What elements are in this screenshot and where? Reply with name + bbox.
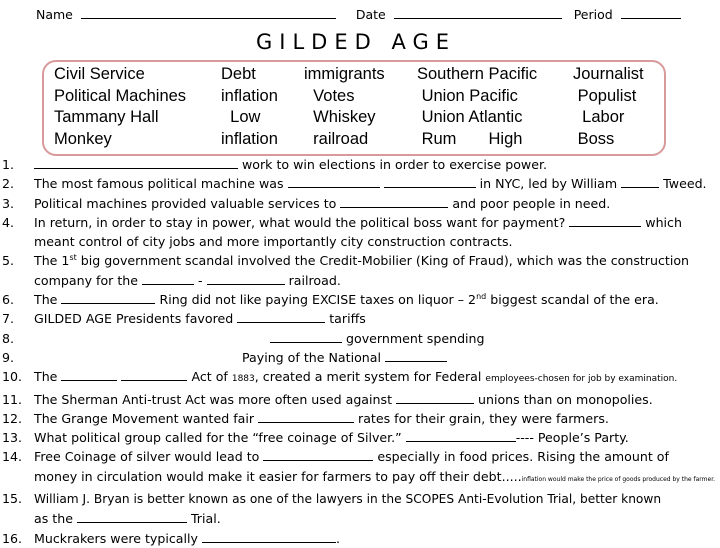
date-field[interactable] bbox=[394, 6, 562, 19]
question-text: The bbox=[34, 369, 62, 385]
question-text: as the bbox=[34, 511, 77, 527]
question-text: Muckrakers were typically bbox=[34, 530, 202, 546]
question-number: 8. bbox=[2, 330, 15, 346]
word-bank-column-4 bbox=[417, 64, 537, 151]
name-label: Name bbox=[36, 7, 73, 22]
answer-blank[interactable] bbox=[77, 510, 187, 523]
question-text: which bbox=[641, 214, 682, 230]
question-number: 11. bbox=[2, 391, 23, 407]
question-text: Free Coinage of silver would lead to bbox=[34, 449, 264, 465]
question-number: 1. bbox=[2, 157, 15, 172]
answer-blank[interactable] bbox=[207, 272, 285, 285]
word-bank-term: Labor bbox=[573, 108, 625, 127]
date-label: Date bbox=[355, 7, 386, 22]
question-text: Trial. bbox=[186, 511, 221, 527]
answer-blank[interactable] bbox=[263, 448, 373, 461]
question-number: 5. bbox=[2, 253, 15, 269]
question-item bbox=[0, 489, 720, 509]
question-text-small: employees-chosen for job by examination. bbox=[485, 374, 678, 385]
question-text: The most famous political machine was bbox=[34, 176, 288, 192]
question-number: 9. bbox=[2, 349, 15, 365]
question-text: - bbox=[194, 272, 207, 288]
answer-blank[interactable] bbox=[396, 391, 474, 404]
answer-blank[interactable] bbox=[61, 291, 155, 304]
period-label: Period bbox=[573, 7, 613, 22]
question-item bbox=[0, 309, 720, 328]
question-number: 15. bbox=[2, 491, 23, 507]
question-text: , created a merit system for Federal bbox=[254, 369, 486, 385]
word-bank-term: Low bbox=[221, 108, 261, 127]
header bbox=[36, 6, 681, 22]
question-text: work to win elections in order to exercise power. bbox=[238, 157, 547, 172]
answer-blank[interactable] bbox=[385, 349, 447, 362]
question-number: 14. bbox=[2, 449, 23, 465]
question-text: rates for their grain, they were farmers. bbox=[354, 410, 609, 426]
ordinal-suffix: nd bbox=[476, 291, 487, 301]
question-list bbox=[0, 155, 720, 548]
question-item bbox=[0, 155, 720, 174]
question-text: The Grange Movement wanted fair bbox=[34, 410, 259, 426]
page-title: GILDED AGE bbox=[256, 30, 456, 54]
period-field[interactable] bbox=[621, 6, 681, 19]
question-text: tariffs bbox=[325, 311, 366, 327]
question-text: especially in food prices. Rising the amount of bbox=[373, 449, 669, 465]
word-bank-term: Populist bbox=[573, 86, 637, 105]
question-item bbox=[0, 428, 720, 447]
word-bank-column-3 bbox=[304, 64, 385, 151]
word-bank-column-2 bbox=[221, 64, 278, 151]
question-text: In return, in order to stay in power, what would the political boss want for payment? bbox=[34, 214, 570, 230]
word-bank-term: immigrants bbox=[304, 65, 385, 83]
question-number: 10. bbox=[2, 369, 23, 385]
question-number: 16. bbox=[2, 530, 23, 546]
question-text: Political machines provided valuable services to bbox=[34, 195, 341, 211]
word-bank-term: Votes bbox=[304, 86, 355, 105]
question-item bbox=[0, 213, 720, 232]
question-text: meant control of city jobs and more importantly city construction contracts. bbox=[34, 234, 513, 250]
question-text: The 1 bbox=[34, 253, 70, 269]
question-item bbox=[0, 409, 720, 428]
question-text: company for the bbox=[34, 272, 143, 288]
question-text: Paying of the National bbox=[242, 349, 385, 365]
question-text: William J. Bryan is better known as one of the lawyers in the SCOPES Anti-Evolution Trial, better known bbox=[34, 492, 662, 507]
question-item bbox=[0, 367, 720, 389]
question-item bbox=[0, 447, 720, 466]
question-text: biggest scandal of the era. bbox=[486, 292, 659, 308]
question-continuation bbox=[0, 509, 720, 528]
word-bank-term: Union Atlantic bbox=[417, 108, 523, 127]
question-text: money in circulation would make it easier for farmers to pay off their debt..... bbox=[34, 468, 522, 484]
answer-blank[interactable] bbox=[61, 368, 117, 381]
question-item bbox=[0, 390, 720, 409]
word-bank-term: Civil Service bbox=[54, 65, 145, 83]
word-bank-column-1 bbox=[54, 64, 186, 151]
word-bank-term: Southern Pacific bbox=[417, 65, 538, 83]
question-item bbox=[0, 329, 720, 348]
answer-blank[interactable] bbox=[270, 330, 342, 343]
question-continuation bbox=[0, 467, 720, 489]
word-bank-term: Journalist bbox=[573, 65, 644, 83]
answer-blank[interactable] bbox=[406, 429, 516, 442]
word-bank-term: Debt bbox=[221, 65, 256, 83]
word-bank-term: Tammany Hall bbox=[54, 108, 159, 127]
question-text: Act of bbox=[187, 369, 232, 385]
question-text: railroad. bbox=[284, 272, 341, 288]
question-text: in NYC, led by William bbox=[475, 176, 622, 192]
answer-blank[interactable] bbox=[34, 156, 238, 169]
question-text: What political group called for the “free coinage of Silver.” bbox=[34, 430, 406, 446]
question-text: Ring did not like paying EXCISE taxes on liquor – 2 bbox=[155, 292, 477, 308]
word-bank-term: Whiskey bbox=[304, 108, 376, 127]
answer-blank[interactable] bbox=[142, 272, 194, 285]
question-number: 4. bbox=[2, 214, 15, 230]
answer-blank[interactable] bbox=[340, 195, 448, 208]
question-continuation bbox=[0, 232, 720, 251]
word-bank-term: Union Pacific bbox=[417, 86, 518, 105]
answer-blank[interactable] bbox=[202, 530, 336, 543]
ordinal-suffix: st bbox=[69, 253, 77, 263]
answer-blank[interactable] bbox=[121, 368, 187, 381]
question-number: 2. bbox=[2, 176, 15, 192]
answer-blank[interactable] bbox=[288, 175, 380, 188]
word-bank-term: Boss bbox=[573, 130, 615, 149]
word-bank-column-5 bbox=[573, 64, 644, 151]
answer-blank[interactable] bbox=[569, 214, 641, 227]
word-bank-term: inflation bbox=[221, 86, 278, 105]
question-text: ---- People’s Party. bbox=[515, 430, 629, 446]
question-item bbox=[0, 174, 720, 193]
word-bank-term: Monkey bbox=[54, 130, 112, 149]
question-item bbox=[0, 251, 720, 270]
question-text: big government scandal involved the Credit-Mobilier (King of Fraud), which was the construction bbox=[76, 253, 690, 269]
question-item bbox=[0, 529, 720, 548]
question-number: 3. bbox=[2, 195, 15, 211]
question-item bbox=[0, 348, 720, 367]
question-text-tiny: inflation would make the price of goods produced by the farmer. bbox=[521, 475, 716, 483]
question-number: 6. bbox=[2, 292, 15, 308]
question-number: 12. bbox=[2, 410, 23, 426]
name-field[interactable] bbox=[81, 6, 336, 19]
answer-blank[interactable] bbox=[384, 175, 476, 188]
question-text: Tweed. bbox=[659, 176, 707, 192]
question-text: The bbox=[34, 292, 62, 308]
question-number: 13. bbox=[2, 430, 23, 446]
question-text: . bbox=[335, 530, 340, 546]
question-number: 7. bbox=[2, 311, 15, 327]
answer-blank[interactable] bbox=[621, 175, 659, 188]
word-bank-term: inflation bbox=[221, 130, 278, 149]
question-year: 1883 bbox=[231, 374, 255, 385]
question-text: GILDED AGE Presidents favored bbox=[34, 311, 238, 327]
question-continuation bbox=[0, 271, 720, 290]
question-text: government spending bbox=[342, 330, 485, 346]
answer-blank[interactable] bbox=[237, 310, 325, 323]
question-item bbox=[0, 194, 720, 213]
answer-blank[interactable] bbox=[258, 410, 354, 423]
question-text: and poor people in need. bbox=[448, 195, 611, 211]
question-item bbox=[0, 290, 720, 309]
question-text: The Sherman Anti-trust Act was more often used against bbox=[34, 391, 397, 407]
word-bank-term: Rum High bbox=[417, 130, 523, 149]
word-bank-term: railroad bbox=[304, 130, 369, 149]
word-bank-term: Political Machines bbox=[54, 86, 187, 105]
question-text: unions than on monopolies. bbox=[474, 391, 653, 407]
